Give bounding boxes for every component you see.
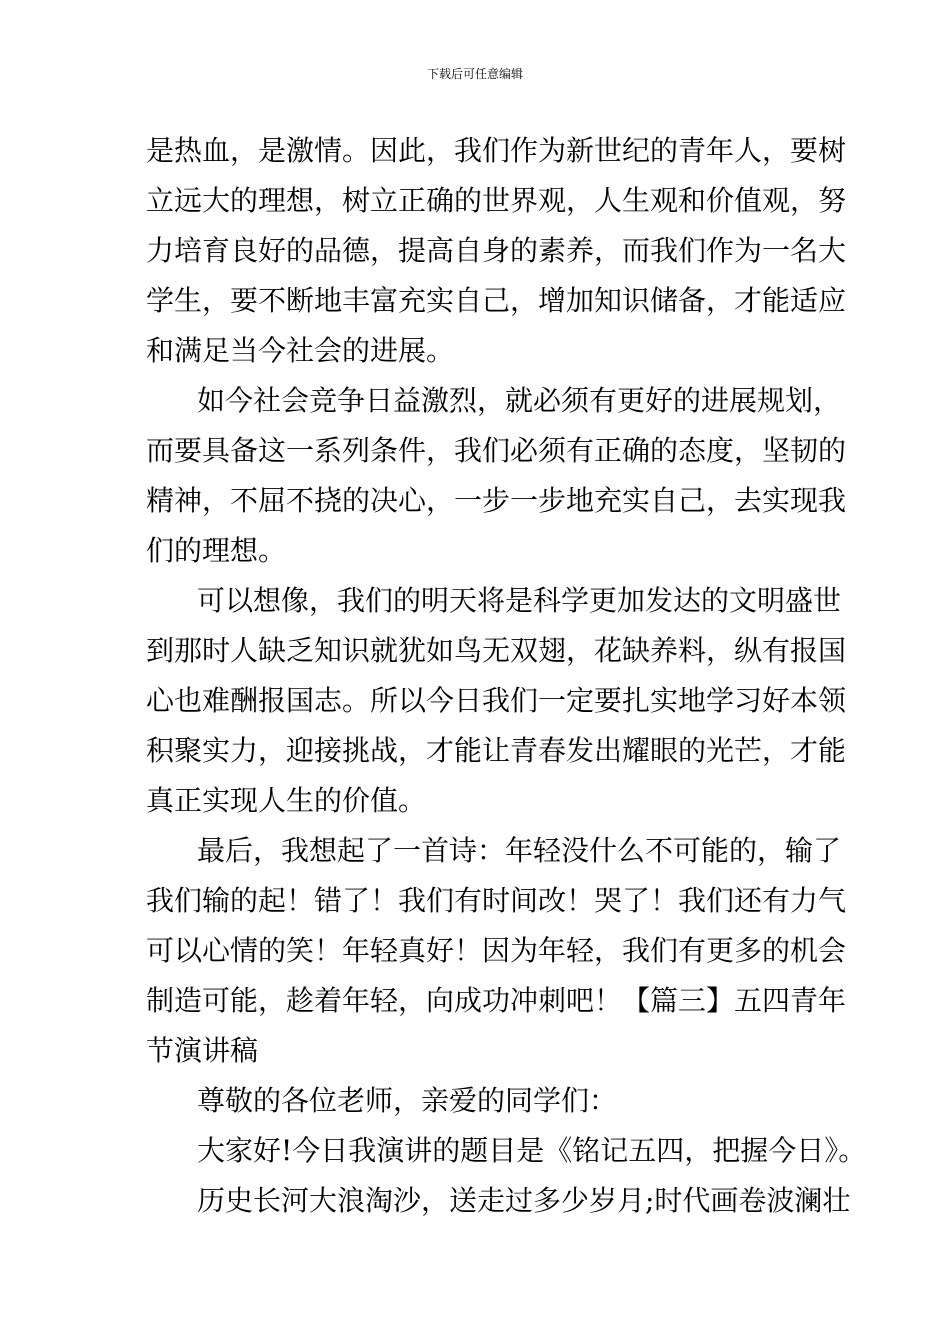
text-line: 心也难酬报国志。所以今日我们一定要扎实地学习好本领 xyxy=(146,684,847,717)
salutation: 尊敬的各位老师，亲爱的同学们： xyxy=(197,1084,618,1117)
text-line: 立远大的理想，树立正确的世界观，人生观和价值观，努 xyxy=(146,184,847,217)
page-header: 下载后可任意编辑 xyxy=(426,67,523,81)
text-line: 到那时人缺乏知识就犹如鸟无双翅，花缺养料，纵有报国 xyxy=(146,634,847,667)
text-line: 真正实现人生的价值。 xyxy=(146,784,427,817)
text-line: 节演讲稿 xyxy=(146,1034,259,1067)
text-line: 力培育良好的品德，提高自身的素养，而我们作为一名大 xyxy=(146,234,847,267)
text-line: 们的理想。 xyxy=(146,534,287,567)
paragraph-first-line: 如今社会竞争日益激烈，就必须有更好的进展规划， xyxy=(197,384,842,417)
paragraph-first-line: 可以想像，我们的明天将是科学更加发达的文明盛世 xyxy=(197,584,842,617)
text-line: 和满足当今社会的进展。 xyxy=(146,334,455,367)
text-line: 精神，不屈不挠的决心，一步一步地充实自己，去实现我 xyxy=(146,484,847,517)
text-line: 可以心情的笑！年轻真好！因为年轻，我们有更多的机会 xyxy=(146,934,847,967)
text-line: 积聚实力，迎接挑战，才能让青春发出耀眼的光芒，才能 xyxy=(146,734,847,767)
text-line: 我们输的起！错了！我们有时间改！哭了！我们还有力气 xyxy=(146,884,847,917)
text-line: 而要具备这一系列条件，我们必须有正确的态度，坚韧的 xyxy=(146,434,847,467)
paragraph-first-line: 最后，我想起了一首诗：年轻没什么不可能的，输了 xyxy=(197,834,842,867)
text-line: 是热血，是激情。因此，我们作为新世纪的青年人，要树 xyxy=(146,134,847,167)
text-line: 制造可能，趁着年轻，向成功冲刺吧！【篇三】五四青年 xyxy=(146,984,847,1017)
speech-title-line: 大家好!今日我演讲的题目是《铭记五四，把握今日》。 xyxy=(197,1134,867,1167)
text-line: 学生，要不断地丰富充实自己，增加知识储备，才能适应 xyxy=(146,284,847,317)
text-line: 历史长河大浪淘沙，送走过多少岁月;时代画卷波澜壮 xyxy=(197,1184,851,1217)
